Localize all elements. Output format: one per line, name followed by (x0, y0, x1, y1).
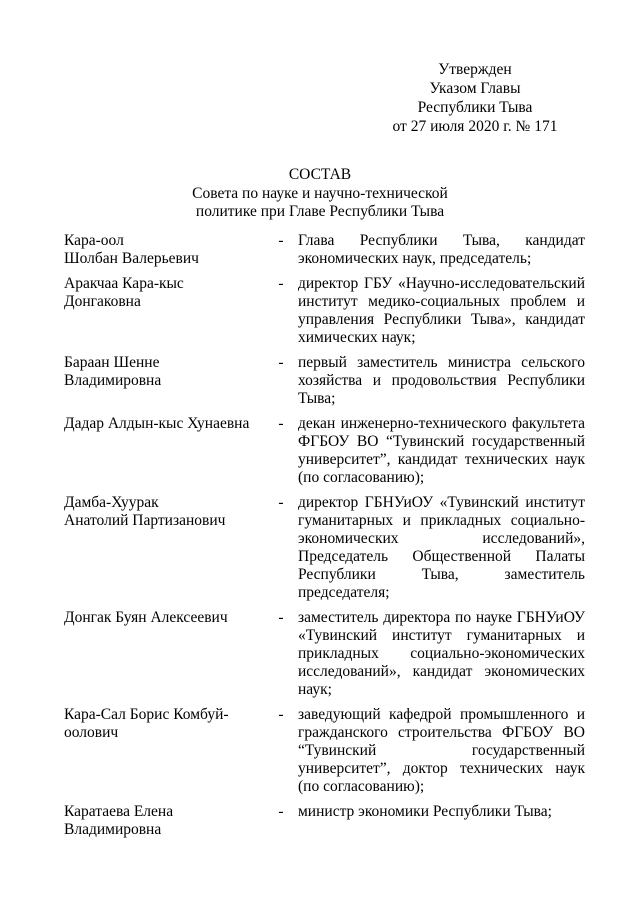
member-role: первый заместитель министра сельского хозяйства и продовольствия Республики Тыва; (298, 354, 585, 407)
member-row (64, 706, 585, 796)
member-role: министр экономики Республики Тыва; (298, 803, 552, 820)
title-line: Совета по науке и научно-технической (192, 185, 448, 202)
approval-line: Республики Тыва (417, 99, 533, 116)
approval-line: от 27 июля 2020 г. № 171 (392, 118, 558, 135)
member-name: Кара-Сал Борис Комбуй- оолович (64, 706, 229, 741)
dash-separator: - (278, 232, 284, 249)
dash-separator: - (278, 803, 284, 820)
dash-separator: - (278, 354, 284, 371)
member-name: Дамба-Хуурак Анатолий Партизанович (64, 494, 226, 529)
member-role: заместитель директора по науке ГБНУиОУ «Тувинский институт гуманитарных и прикладных социально-экономических исследований», кандидат экономических наук; (298, 609, 585, 698)
dash-separator: - (278, 415, 284, 432)
member-name: Донгак Буян Алексеевич (64, 609, 228, 626)
title-line: политике при Главе Республики Тыва (195, 203, 445, 220)
member-role: декан инженерно-технического факультета ФГБОУ ВО “Тувинский государственный университет”, кандидат технических наук (по согласованию); (298, 415, 585, 486)
member-row (64, 275, 585, 347)
member-name: Аракчаа Кара-кыс Донгаковна (64, 275, 184, 310)
member-name: Каратаева Елена Владимировна (64, 803, 174, 838)
member-role: заведующий кафедрой промышленного и гражданского строительства ФГБОУ ВО “Тувинский государственный университет”, доктор технических наук (по согласованию); (298, 706, 585, 795)
dash-separator: - (278, 706, 284, 723)
member-row (64, 803, 585, 839)
member-row (64, 609, 585, 699)
member-name: Кара-оол Шолбан Валерьевич (64, 232, 199, 267)
approval-line: Указом Главы (429, 80, 521, 97)
dash-separator: - (278, 275, 284, 292)
dash-separator: - (278, 609, 284, 626)
member-role: Глава Республики Тыва, кандидат экономических наук, председатель; (298, 232, 585, 267)
member-name: Дадар Алдын-кыс Хунаевна (64, 415, 250, 432)
member-role: директор ГБУ «Научно-исследовательский институт медико-социальных проблем и управления Республики Тыва», кандидат химических наук; (298, 275, 585, 346)
dash-separator: - (278, 494, 284, 511)
member-row (64, 354, 585, 408)
approval-block (380, 60, 570, 136)
title-heading: СОСТАВ (288, 166, 352, 183)
member-role: директор ГБНУиОУ «Тувинский институт гуманитарных и прикладных социально-экономических исследований», Председатель Общественной Палаты Республики Тыва, заместитель председателя; (298, 494, 585, 601)
members-list (64, 232, 585, 846)
member-name: Бараан Шенне Владимировна (64, 354, 162, 389)
member-row (64, 232, 585, 268)
document-title (150, 166, 490, 221)
approval-line: Утвержден (438, 61, 512, 78)
member-row (64, 415, 585, 487)
member-row (64, 494, 585, 602)
